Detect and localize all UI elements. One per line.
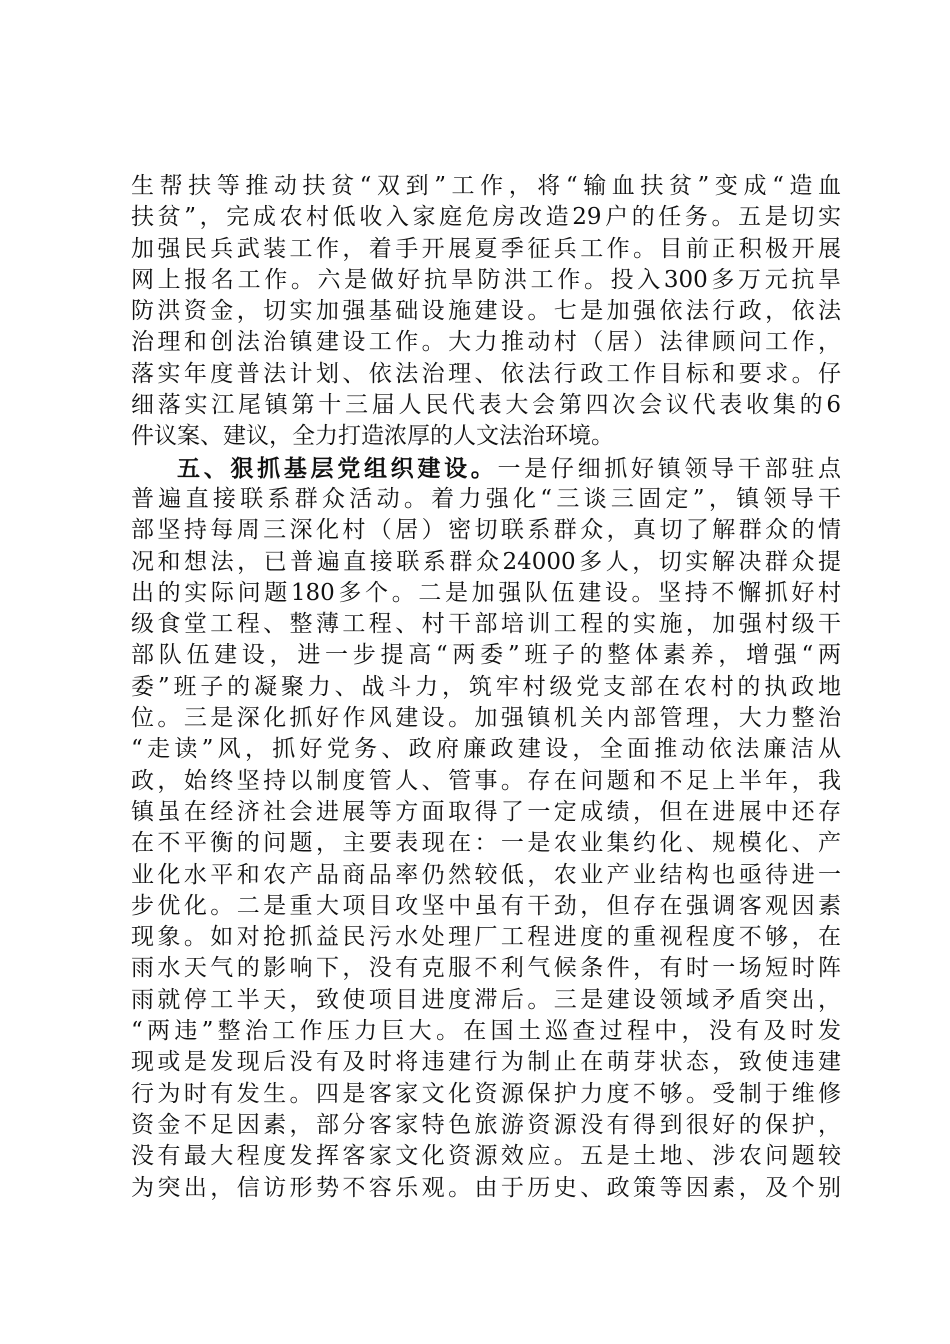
- text-line: 雨就停工半天，致使项目进度滞后。三是建设领域矛盾突出，: [131, 986, 841, 1013]
- text-line: 业化水平和农产品商品率仍然较低，农业产业结构也亟待进一: [131, 861, 841, 888]
- text-line: 委”班子的凝聚力、战斗力，筑牢村级党支部在农村的执政地: [131, 673, 841, 700]
- text-line: 况和想法，已普遍直接联系群众24000多人，切实解决群众提: [131, 548, 841, 575]
- text-line: 扶贫”，完成农村低收入家庭危房改造29户的任务。五是切实: [131, 204, 841, 231]
- text-line: 件议案、建议，全力打造浓厚的人文法治环境。: [131, 423, 614, 450]
- text-line: 网上报名工作。六是做好抗旱防洪工作。投入300多万元抗旱: [131, 266, 841, 293]
- text-line: 部队伍建设，进一步提高“两委”班子的整体素养，增强“两: [131, 642, 841, 669]
- text-line: 治理和创法治镇建设工作。大力推动村（居）法律顾问工作，: [131, 329, 841, 356]
- text-line: 镇虽在经济社会进展等方面取得了一定成绩，但在进展中还存: [131, 798, 841, 825]
- text-line: 生帮扶等推动扶贫“双到”工作，将“输血扶贫”变成“造血: [131, 173, 841, 199]
- text-line: 现或是发现后没有及时将违建行为制止在萌芽状态，致使违建: [131, 1049, 841, 1076]
- text-line: 雨水天气的影响下，没有克服不利气候条件，有时一场短时阵: [131, 955, 841, 982]
- text-line: 资金不足因素，部分客家特色旅游资源没有得到很好的保护，: [131, 1111, 841, 1138]
- section-heading-line: [131, 453, 841, 484]
- text-line: 行为时有发生。四是客家文化资源保护力度不够。受制于维修: [131, 1080, 841, 1107]
- text-line: “两违”整治工作压力巨大。在国土巡查过程中，没有及时发: [131, 1018, 841, 1045]
- text-line: “走读”风，抓好党务、政府廉政建设，全面推动依法廉洁从: [131, 736, 841, 763]
- document-body: [131, 171, 841, 1204]
- text-line: 出的实际问题180多个。二是加强队伍建设。坚持不懈抓好村: [131, 579, 841, 606]
- paragraph-1: [131, 171, 841, 453]
- text-line: 落实年度普法计划、依法治理、依法行政工作目标和要求。仔: [131, 360, 841, 387]
- text-line: 没有最大程度发挥客家文化资源效应。五是土地、涉农问题较: [131, 1143, 841, 1170]
- text-line: 部坚持每周三深化村（居）密切联系群众，真切了解群众的情: [131, 517, 841, 544]
- section-heading: 五、狠抓基层党组织建设。: [177, 454, 498, 482]
- text-line: 级食堂工程、整薄工程、村干部培训工程的实施，加强村级干: [131, 611, 841, 638]
- text-line: 加强民兵武装工作，着手开展夏季征兵工作。目前正积极开展: [131, 235, 841, 262]
- text-line: 政，始终坚持以制度管人、管事。存在问题和不足上半年，我: [131, 767, 841, 794]
- heading-line-text: 一是仔细抓好镇领导干部驻点: [497, 455, 842, 482]
- text-line: 普遍直接联系群众活动。着力强化“三谈三固定”，镇领导干: [131, 485, 841, 512]
- text-line: 细落实江尾镇第十三届人民代表大会第四次会议代表收集的6: [131, 392, 841, 419]
- paragraph-2: [131, 453, 841, 1204]
- text-line: 为突出，信访形势不容乐观。由于历史、政策等因素，及个别: [131, 1174, 841, 1201]
- text-line: 位。三是深化抓好作风建设。加强镇机关内部管理，大力整治: [131, 705, 841, 732]
- text-line: 防洪资金，切实加强基础设施建设。七是加强依法行政，依法: [131, 298, 841, 325]
- text-line: 现象。如对抢抓益民污水处理厂工程进度的重视程度不够，在: [131, 924, 841, 951]
- text-line: 步优化。二是重大项目攻坚中虽有干劲，但存在强调客观因素: [131, 892, 841, 919]
- text-line: 在不平衡的问题，主要表现在：一是农业集约化、规模化、产: [131, 830, 841, 857]
